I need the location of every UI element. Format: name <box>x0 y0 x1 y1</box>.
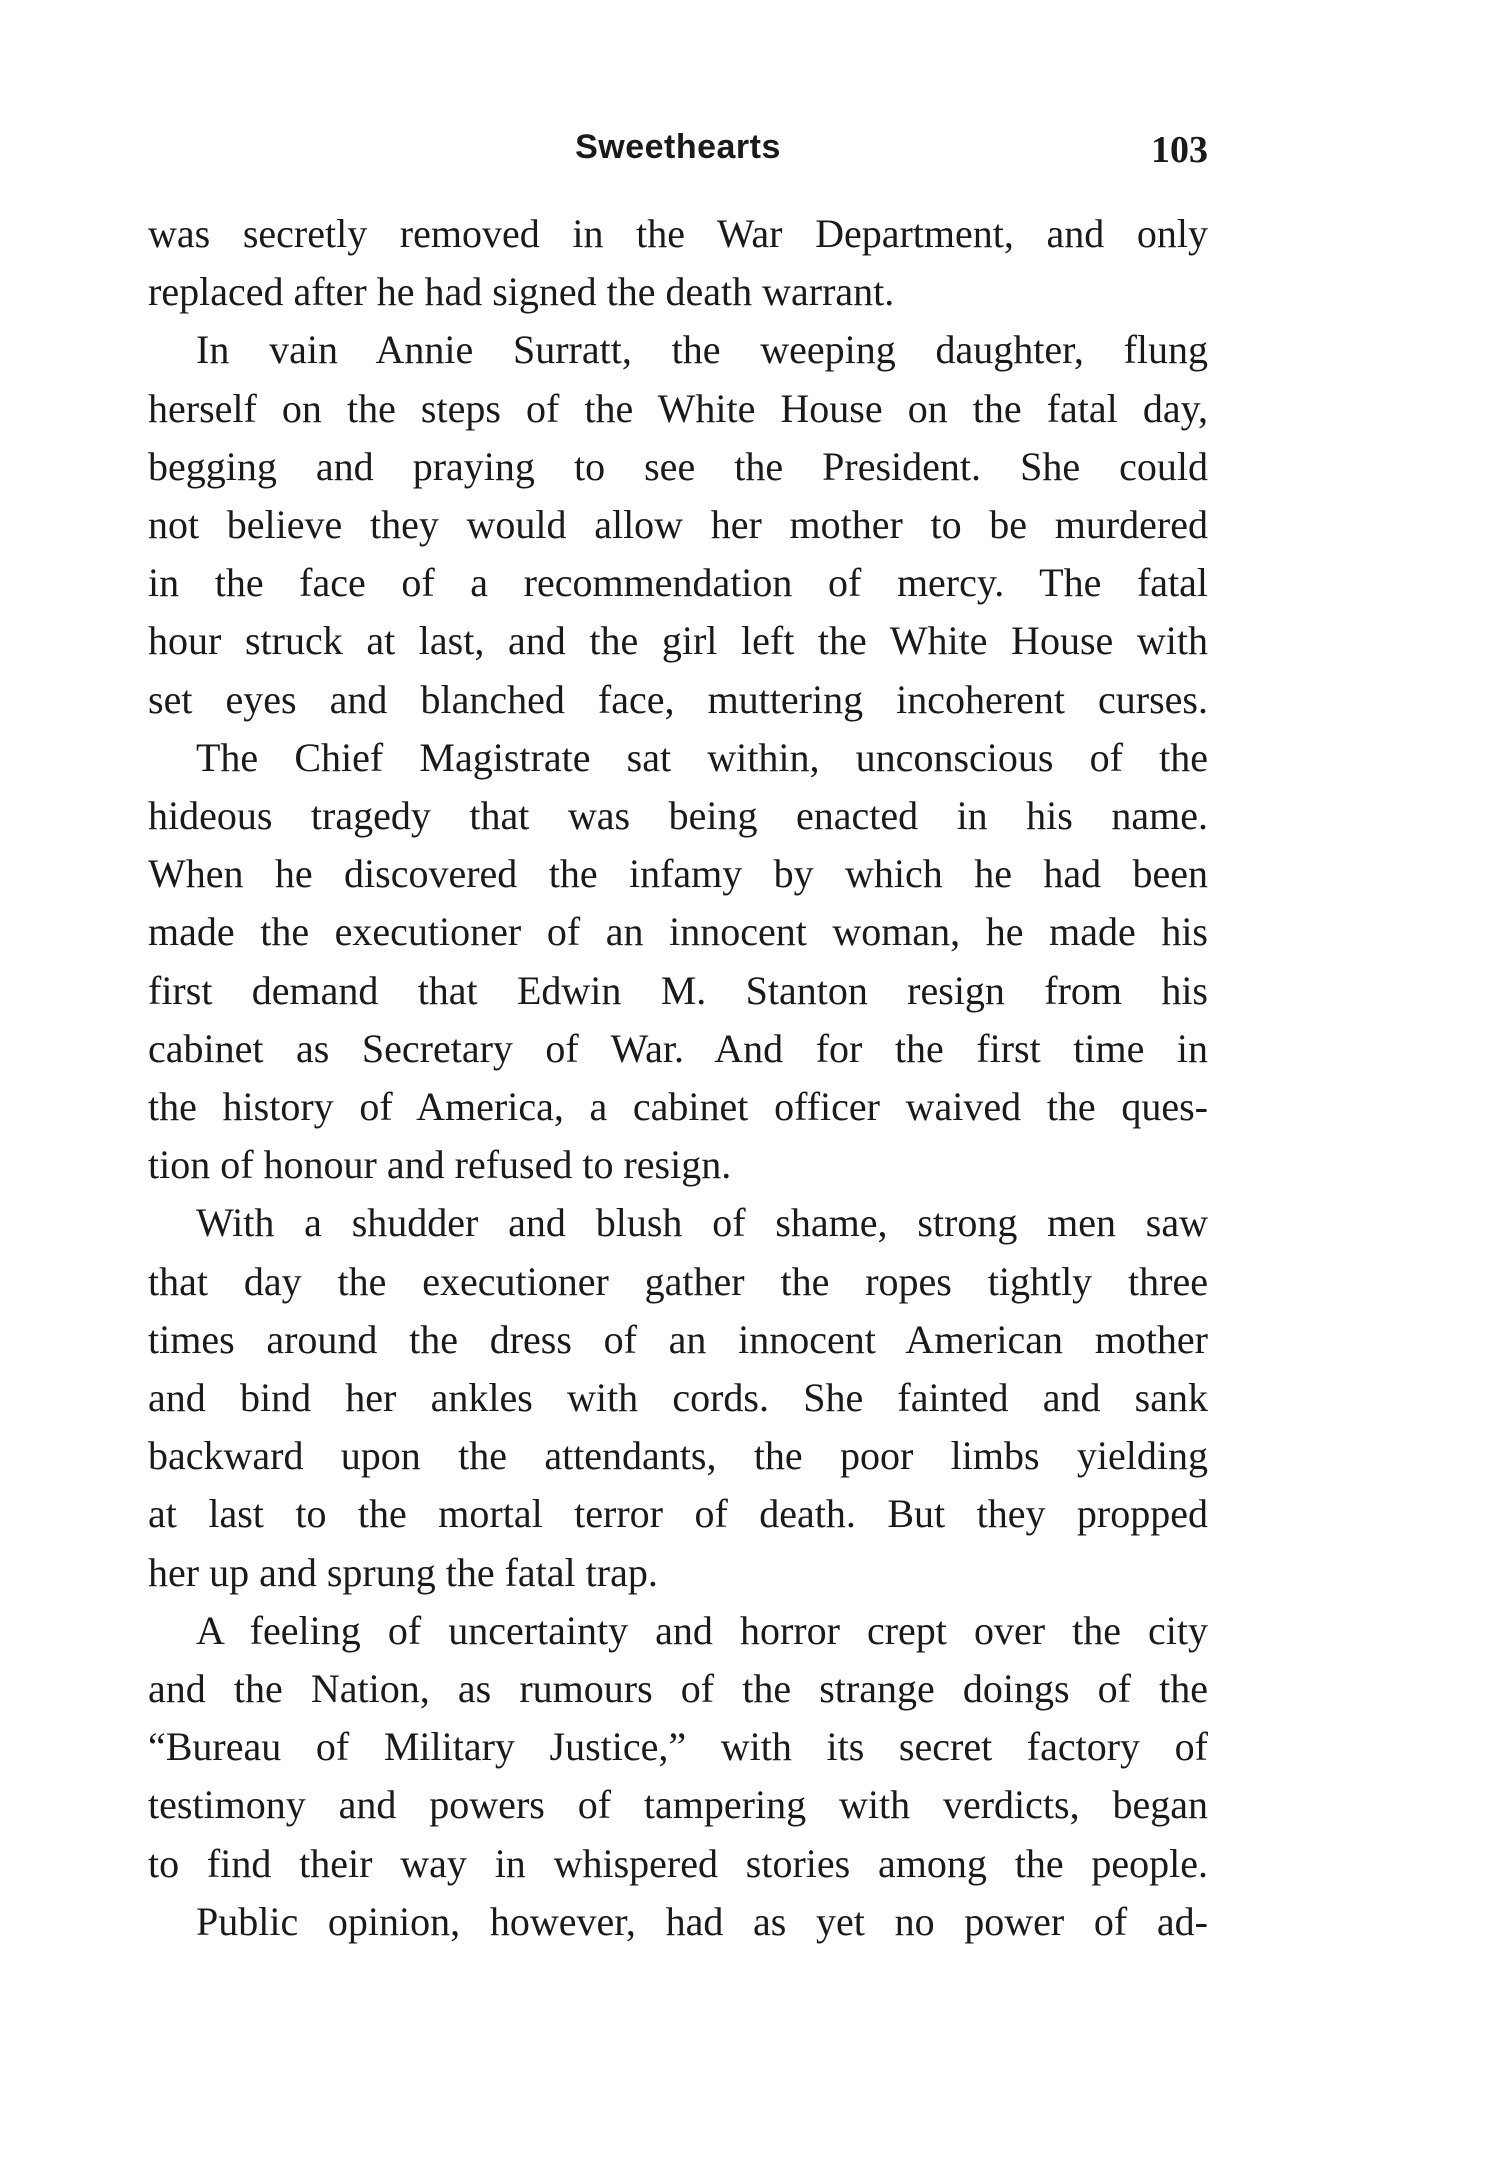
text-line: A feeling of uncertainty and horror crept over the city <box>196 1607 1208 1653</box>
text-line: hideous tragedy that was being enacted in his name. <box>148 793 1208 839</box>
text-line: hour struck at last, and the girl left the White House with <box>148 618 1208 664</box>
paragraph-4 <box>148 1194 1208 1601</box>
text-line: times around the dress of an innocent American mother <box>148 1316 1208 1362</box>
text-line: Public opinion, however, had as yet no power of ad- <box>196 1898 1208 1944</box>
body-text <box>148 205 1208 1951</box>
page-number: 103 <box>1151 129 1208 171</box>
text-line: made the executioner of an innocent woman, he made his <box>148 909 1208 955</box>
text-line: cabinet as Secretary of War. And for the first time in <box>148 1025 1208 1071</box>
paragraph-1 <box>148 205 1208 321</box>
text-line: and the Nation, as rumours of the strange doings of the <box>148 1666 1208 1712</box>
text-line: the history of America, a cabinet officer waived the ques- <box>148 1084 1208 1130</box>
text-line: herself on the steps of the White House on the fatal day, <box>148 385 1208 431</box>
text-line: first demand that Edwin M. Stanton resign from his <box>148 967 1208 1013</box>
text-line: backward upon the attendants, the poor limbs yielding <box>148 1433 1208 1479</box>
paragraph-5 <box>148 1602 1208 1893</box>
text-line: In vain Annie Surratt, the weeping daughter, flung <box>196 327 1208 373</box>
paragraph-3 <box>148 729 1208 1195</box>
running-head <box>148 128 1208 188</box>
text-line: When he discovered the infamy by which he had been <box>148 851 1208 897</box>
text-line: and bind her ankles with cords. She fainted and sank <box>148 1375 1208 1421</box>
text-line: that day the executioner gather the ropes tightly three <box>148 1258 1208 1304</box>
text-line: her up and sprung the fatal trap. <box>148 1549 658 1595</box>
running-title: Sweethearts <box>575 128 781 166</box>
text-line: testimony and powers of tampering with verdicts, began <box>148 1782 1208 1828</box>
text-line: With a shudder and blush of shame, strong men saw <box>196 1200 1208 1246</box>
text-line: in the face of a recommendation of mercy. The fatal <box>148 560 1208 606</box>
text-line: replaced after he had signed the death warrant. <box>148 269 895 315</box>
text-line: not believe they would allow her mother to be murdered <box>148 502 1208 548</box>
text-line: set eyes and blanched face, muttering incoherent curses. <box>148 676 1208 722</box>
text-line: tion of honour and refused to resign. <box>148 1142 732 1188</box>
text-line: begging and praying to see the President. She could <box>148 443 1208 489</box>
paragraph-6 <box>148 1893 1208 1951</box>
text-line: was secretly removed in the War Department, and only <box>148 211 1208 256</box>
text-line: at last to the mortal terror of death. But they propped <box>148 1491 1208 1537</box>
text-line: “Bureau of Military Justice,” with its secret factory of <box>148 1724 1208 1770</box>
text-line: The Chief Magistrate sat within, unconscious of the <box>196 734 1208 780</box>
paragraph-2 <box>148 321 1208 728</box>
text-line: to find their way in whispered stories among the people. <box>148 1840 1208 1886</box>
